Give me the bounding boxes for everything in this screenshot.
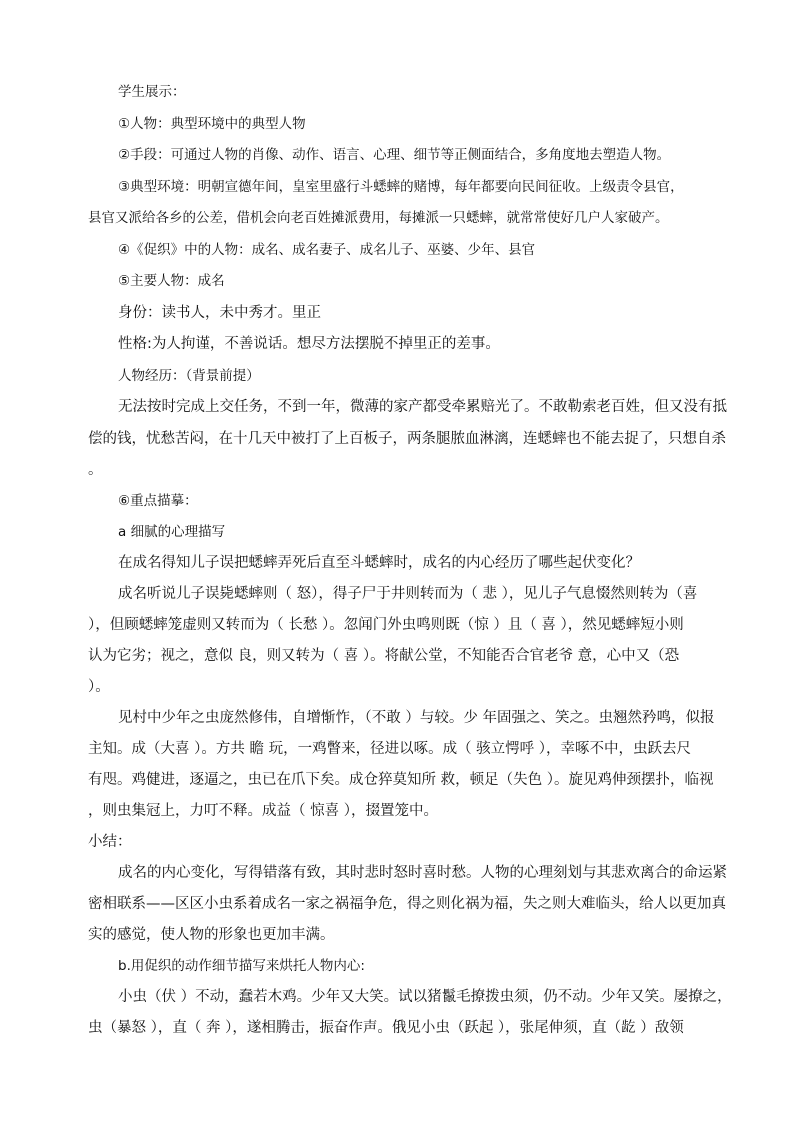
paragraph-line: 密相联系——区区小虫系着成名一家之祸福争危，得之则化祸为福，失之则大难临头，给人以更加真 xyxy=(88,896,726,912)
paragraph-line: 主知。成（大喜 ）。方共 瞻 玩，一鸡瞥来，径进以啄。成（ 骇立愕呼 ），幸啄不中，虫跃去尺 xyxy=(88,741,692,757)
paragraph-line: 性格:为人拘谨，不善说话。想尽方法摆脱不掉里正的差事。 xyxy=(118,336,500,352)
paragraph-line: ②手段：可通过人物的肖像、动作、语言、心理、细节等正侧面结合，多角度地去塑造人物。 xyxy=(118,147,671,163)
subsection-heading: b.用促织的动作细节描写来烘托人物内心: xyxy=(118,958,365,974)
paragraph-line: 成名的内心变化，写得错落有致，其时悲时怒时喜时愁。人物的心理刻划与其悲欢离合的命运紧 xyxy=(118,865,727,881)
paragraph-line: 。 xyxy=(88,462,103,478)
paragraph-line: 偿的钱，忧愁苦闷，在十几天中被打了上百板子，两条腿脓血淋漓，连蟋蟀也不能去捉了，只想自杀 xyxy=(88,431,726,447)
paragraph-line: ③典型环境：明朝宣德年间，皇室里盛行斗蟋蟀的赌博，每年都要向民间征收。上级责令县官， xyxy=(118,179,684,195)
paragraph-line: 无法按时完成上交任务，不到一年，微薄的家产都受牵累赔光了。不敢勒索老百姓，但又没有抵 xyxy=(118,399,727,415)
paragraph-line: ，则虫集冠上，力叮不释。成益（ 惊喜 ），掇置笼中。 xyxy=(88,803,438,819)
paragraph-line: 虫（暴怒 ），直（ 奔 ），遂相腾击，振奋作声。俄见小虫（跃起 ），张尾伸须，直（龁 ）敌领 xyxy=(88,1020,684,1036)
paragraph-line: ）。 xyxy=(88,679,110,695)
paragraph-line: ⑤主要人物：成名 xyxy=(118,273,225,289)
paragraph-line: ），但顾蟋蟀笼虚则又转而为（ 长愁 ）。忽闻门外虫鸣则既（惊 ）且（ 喜 ），然见蟋蟀短小则 xyxy=(88,617,684,633)
paragraph-line: ④《促织》中的人物：成名、成名妻子、成名儿子、巫婆、少年、县官 xyxy=(118,242,536,258)
paragraph-line: 人物经历：（背景前提） xyxy=(118,368,260,384)
paragraph-line: 身份：读书人，未中秀才。里正 xyxy=(118,305,321,321)
paragraph-line: ①人物：典型环境中的典型人物 xyxy=(118,116,306,132)
paragraph-line: 实的感觉，使人物的形象也更加丰满。 xyxy=(88,927,335,943)
paragraph-line: 在成名得知儿子误把蟋蟀弄死后直至斗蟋蟀时，成名的内心经历了哪些起伏变化？ xyxy=(118,555,640,571)
section-heading: 学生展示： xyxy=(118,84,186,100)
section-heading: ⑥重点描摹： xyxy=(118,493,198,509)
paragraph-line: 认为它劣；视之，意似 良，则又转为（ 喜 ）。将献公堂，不知能否合官老爷 意，心中又（恐 xyxy=(88,648,680,664)
paragraph-line: 成名听说儿子误毙蟋蟀则（ 怒），得子尸于井则转而为（ 悲 ），见儿子气息惙然则转为（喜 xyxy=(118,586,698,602)
paragraph-line: 小虫（伏 ）不动，蠢若木鸡。少年又大笑。试以猪鬣毛撩拨虫须，仍不动。少年又笑。屡撩之， xyxy=(118,989,732,1005)
paragraph-line: 有咫。鸡健进，逐逼之，虫已在爪下矣。成仓猝莫知所 救，顿足（失色 ）。旋见鸡伸颈摆扑，临视 xyxy=(88,772,714,788)
subsection-heading: a 细腻的心理描写 xyxy=(118,524,226,540)
paragraph-line: 县官又派给各乡的公差，借机会向老百姓摊派费用，每摊派一只蟋蟀，就常常使好几户人家破产。 xyxy=(88,210,669,226)
paragraph-line: 见村中少年之虫庞然修伟，自增惭怍，（不敢 ）与较。少 年固强之、笑之。虫翘然矜鸣，似报 xyxy=(118,710,715,726)
summary-heading: 小结： xyxy=(88,834,132,850)
